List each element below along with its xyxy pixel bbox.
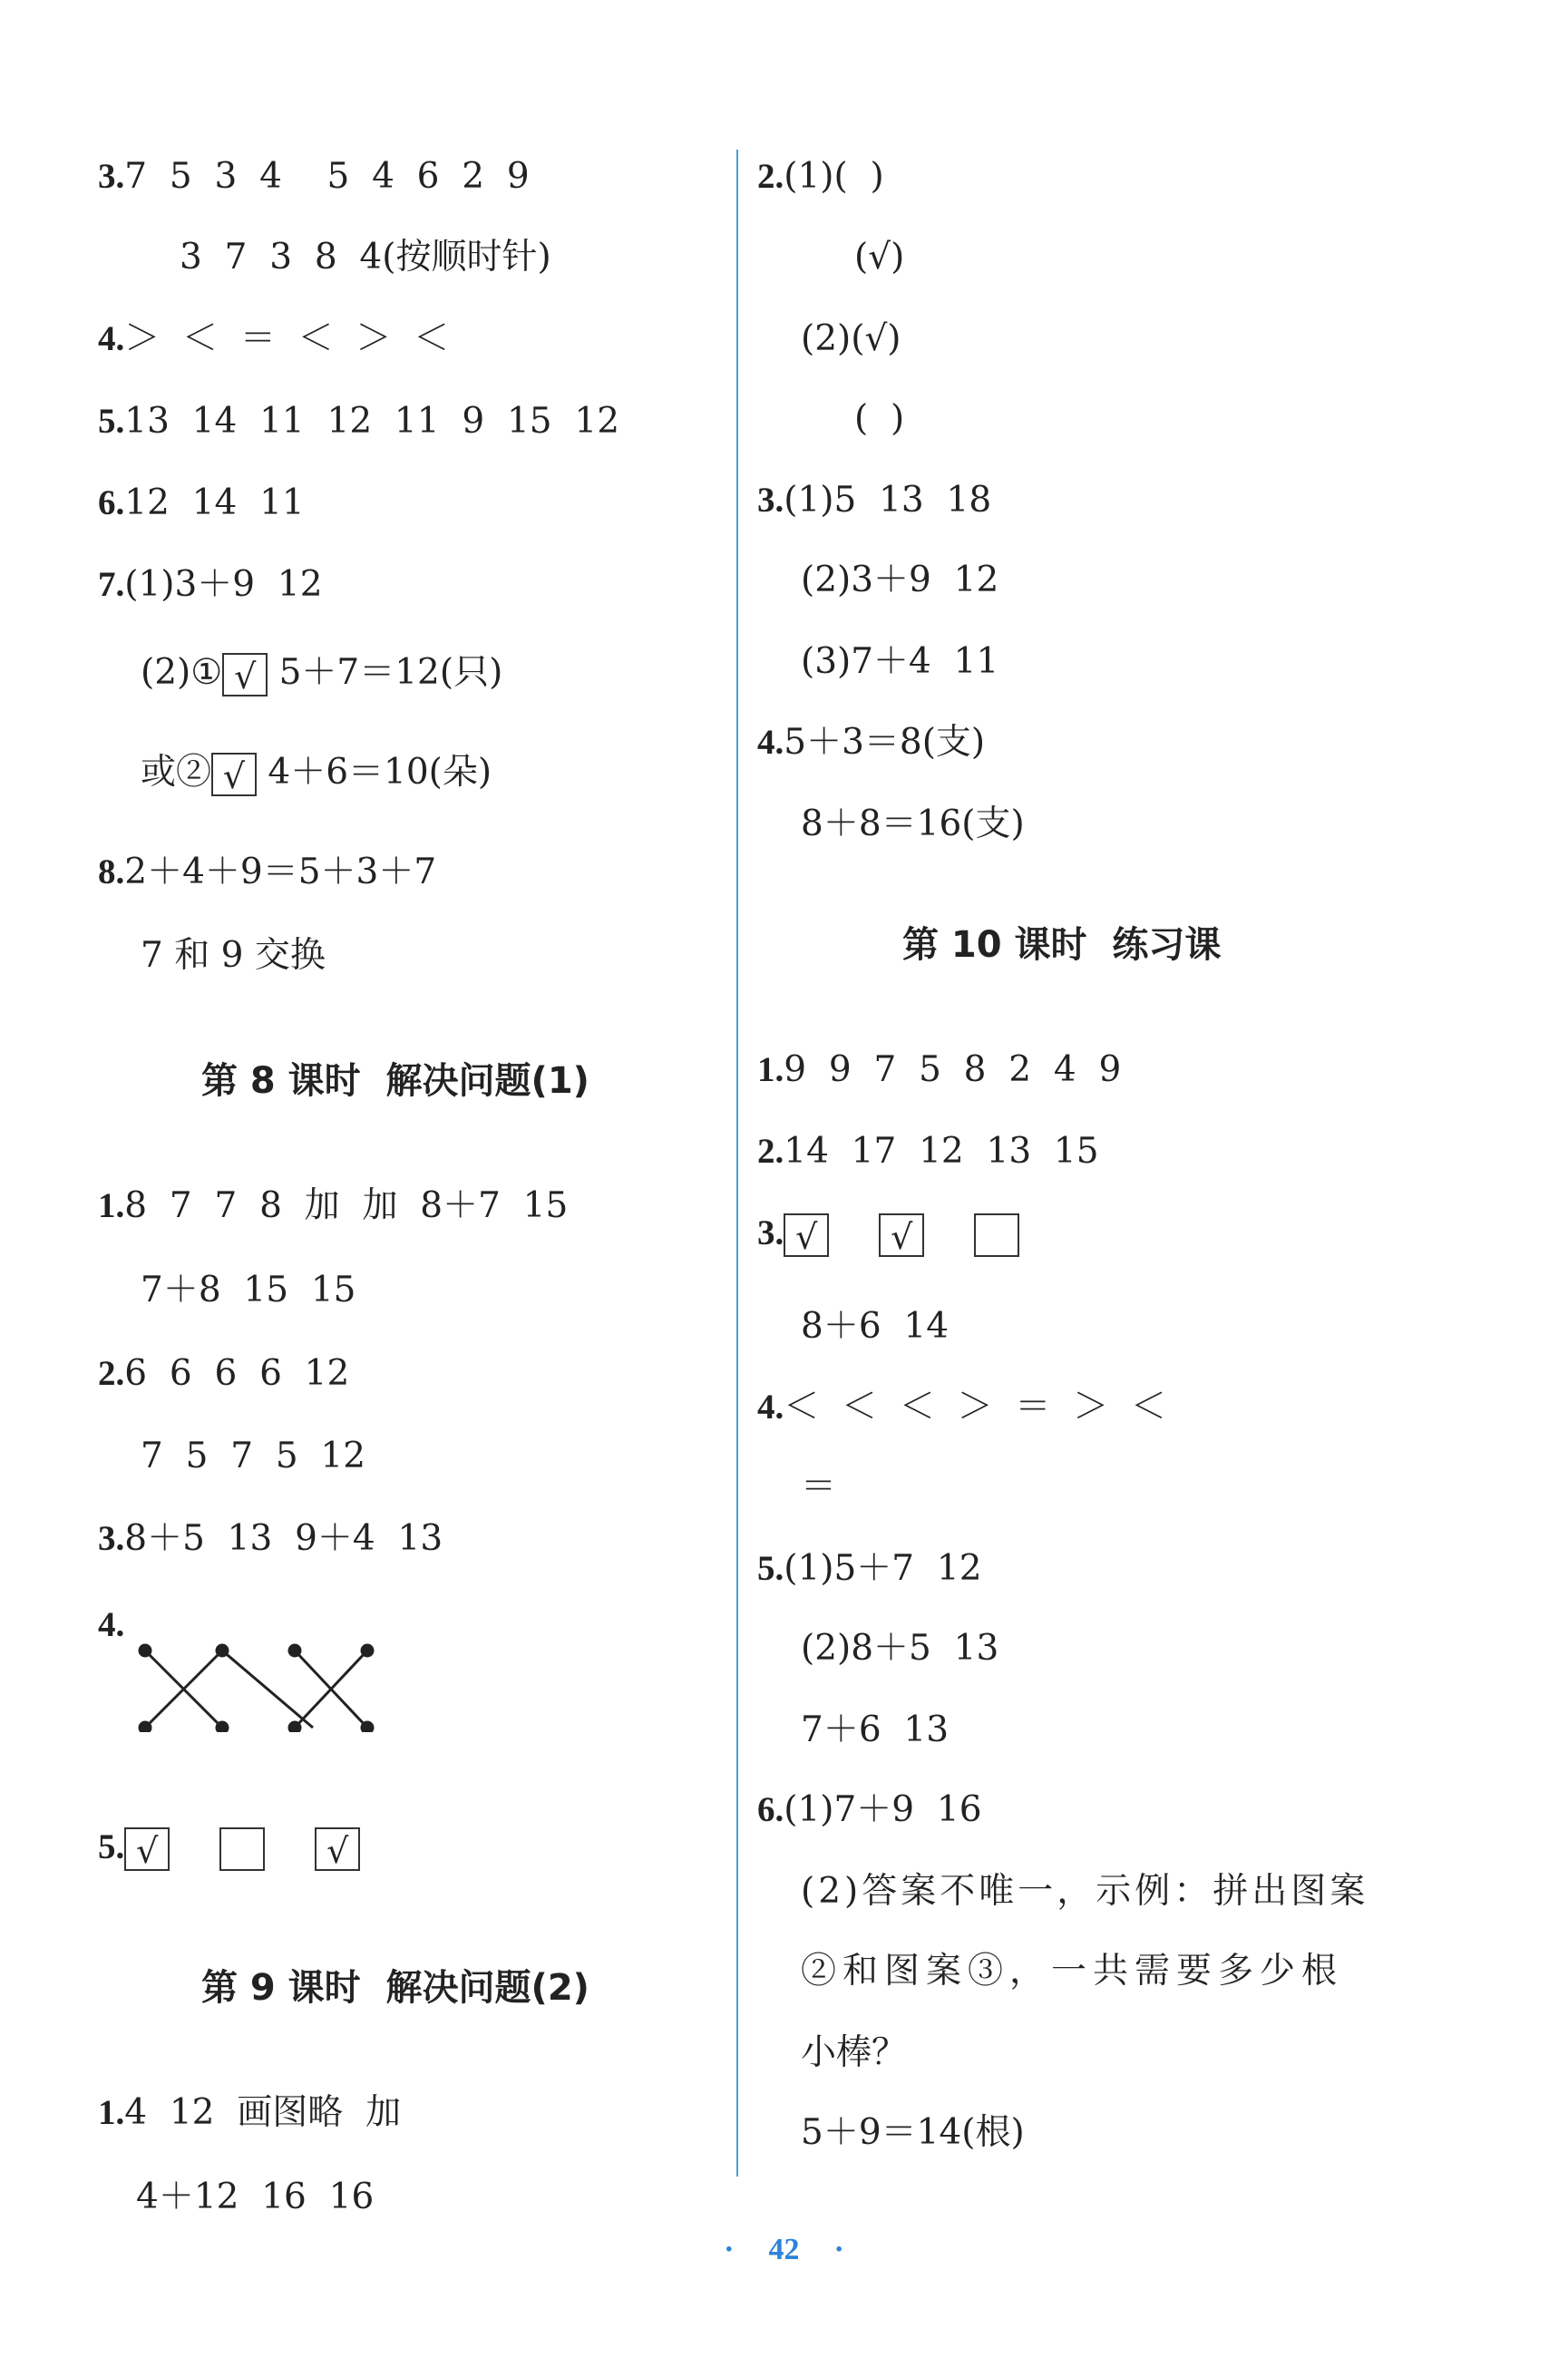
check-box: √: [124, 1827, 170, 1871]
lesson8-answer-2-line2: 7 5 7 5 12: [141, 1436, 366, 1476]
check-box: √: [211, 753, 257, 796]
lesson8-answer-1: 1.8 7 7 8 加 加 8＋7 15: [98, 1185, 569, 1226]
answer-3-line2: 3 7 3 8 4(按顺时针): [180, 237, 551, 278]
lesson10-answer-4-line2: ＝: [801, 1466, 837, 1507]
dot-decoration: ·: [833, 2233, 844, 2266]
check-box: √: [315, 1827, 360, 1871]
column-divider: [736, 150, 738, 2177]
answer-3-right-line2: (2)3＋9 12: [801, 560, 999, 600]
check-box: [219, 1827, 265, 1871]
lesson-9-title: 第 9 课时 解决问题(2): [201, 1967, 589, 2009]
lesson10-answer-5: 5.(1)5＋7 12: [757, 1548, 982, 1589]
check-box: √: [784, 1213, 829, 1257]
lesson-10-title: 第 10 课时 练习课: [902, 924, 1222, 966]
answer-7: 7.(1)3＋9 12: [98, 564, 323, 605]
answer-2-line3: (2)(√): [801, 318, 901, 359]
answer-2: 2.(1)( ): [757, 156, 884, 197]
answer-2-line4: ( ): [854, 398, 905, 439]
answer-4-right: 4.5＋3＝8(支): [757, 722, 986, 763]
lesson10-answer-3-line2: 8＋6 14: [801, 1306, 950, 1347]
answer-3-right: 3.(1)5 13 18: [757, 480, 992, 521]
answer-8-line2: 7 和 9 交换: [141, 935, 326, 976]
answer-7-part2: (2)① √ 5＋7＝12(只): [141, 652, 503, 696]
lesson-8-title: 第 8 课时 解决问题(1): [201, 1060, 589, 1102]
lesson10-answer-6-line2: (2)答案不唯一，示例：拼出图案: [801, 1871, 1369, 1912]
lesson10-answer-2: 2.14 17 12 13 15: [757, 1131, 1099, 1172]
lesson8-answer-4: 4.: [98, 1605, 125, 1644]
lesson10-answer-3: 3. √ √: [757, 1213, 1019, 1257]
dot-decoration: ·: [724, 2233, 735, 2266]
lesson8-answer-1-line2: 7＋8 15 15: [141, 1270, 356, 1310]
check-box: [974, 1213, 1019, 1257]
answer-6: 6.12 14 11: [98, 482, 305, 523]
lesson8-answer-2: 2.6 6 6 6 12: [98, 1353, 350, 1394]
matching-lines-diagram: [136, 1623, 399, 1732]
lesson10-answer-6: 6.(1)7＋9 16: [757, 1789, 982, 1830]
answer-3-right-line3: (3)7＋4 11: [801, 641, 999, 682]
answer-5: 5.13 14 11 12 11 9 15 12: [98, 401, 620, 442]
answer-3: 3.7 5 3 4 5 4 6 2 9: [98, 156, 530, 197]
lesson10-answer-1: 1.9 9 7 5 8 2 4 9: [757, 1049, 1122, 1090]
lesson10-answer-5-line3: 7＋6 13: [801, 1709, 950, 1750]
page-number: · 42 ·: [724, 2233, 844, 2266]
lesson10-answer-6-line4: 小棒？: [801, 2032, 908, 2073]
check-box: √: [879, 1213, 924, 1257]
answer-4-right-line2: 8＋8＝16(支): [801, 804, 1025, 844]
lesson8-answer-3: 3.8＋5 13 9＋4 13: [98, 1518, 443, 1559]
answer-2-line2: (√): [854, 237, 905, 278]
lesson8-answer-5: 5. √ √: [98, 1827, 360, 1871]
lesson10-answer-4: 4.＜ ＜ ＜ ＞ ＝ ＞ ＜: [757, 1387, 1167, 1427]
check-box: √: [222, 653, 268, 696]
lesson10-answer-6-line3: ②和图案③，一共需要多少根: [801, 1951, 1344, 1992]
answer-4: 4.＞ ＜ ＝ ＜ ＞ ＜: [98, 318, 450, 359]
lesson10-answer-6-line5: 5＋9＝14(根): [801, 2112, 1025, 2153]
answer-8: 8.2＋4＋9＝5＋3＋7: [98, 852, 437, 892]
lesson10-answer-5-line2: (2)8＋5 13: [801, 1628, 999, 1669]
answer-7-part3: 或② √ 4＋6＝10(朵): [141, 752, 492, 796]
lesson9-answer-1: 1.4 12 画图略 加: [98, 2092, 402, 2133]
lesson9-answer-1-line2: 4＋12 16 16: [136, 2177, 375, 2217]
